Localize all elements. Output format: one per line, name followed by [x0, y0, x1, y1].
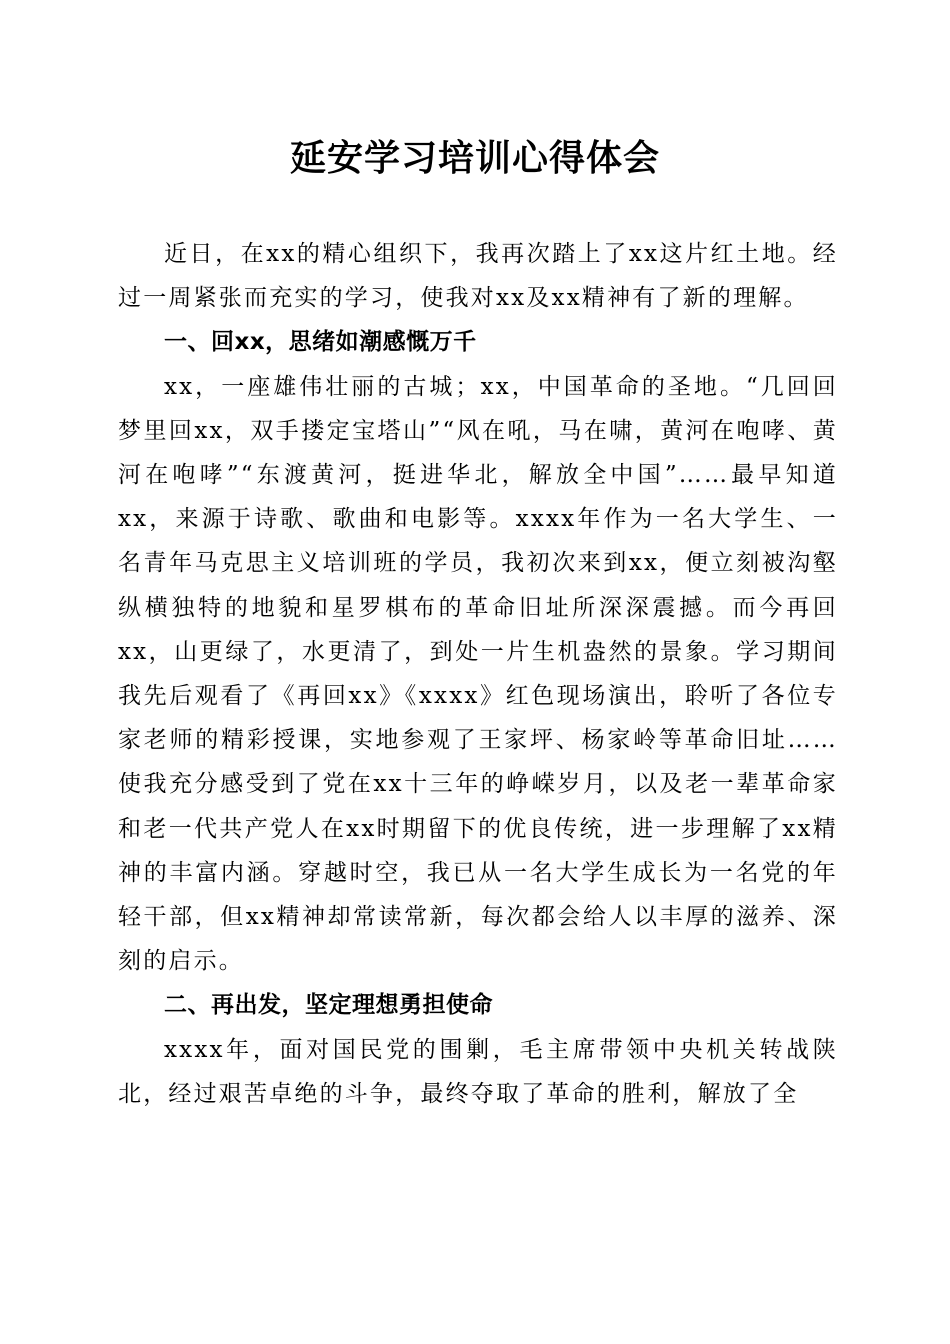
document-body — [118, 232, 838, 1116]
intro-paragraph: 近日，在xx的精心组织下，我再次踏上了xx这片红土地。经过一周紧张而充实的学习，使我对xx及xx精神有了新的理解。 — [118, 241, 838, 312]
section-2-heading: 二、再出发，坚定理想勇担使命 — [164, 992, 493, 1019]
document-title: 延安学习培训心得体会 — [289, 137, 660, 179]
section-2-paragraph: xxxx年，面对国民党的围剿，毛主席带领中央机关转战陕北，经过艰苦卓绝的斗争，最终夺取了革命的胜利，解放了全 — [118, 1036, 838, 1107]
section-1-heading: 一、回xx，思绪如潮感慨万千 — [164, 329, 477, 356]
section-1-paragraph: xx，一座雄伟壮丽的古城；xx，中国革命的圣地。“几回回梦里回xx，双手搂定宝塔山”“风在吼，马在啸，黄河在咆哮、黄河在咆哮”“东渡黄河，挺进华北，解放全中国”……最早知道xx，来源于诗歌、歌曲和电影等。xxxx年作为一名大学生、一名青年马克思主义培训班的学员，我初次来到xx，便立刻被沟壑纵横独特的地貌和星罗棋布的革命旧址所深深震撼。而今再回xx，山更绿了，水更清了，到处一片生机盎然的景象。学习期间我先后观看了《再回xx》《xxxx》红色现场演出，聆听了各位专家老师的精彩授课，实地参观了王家坪、杨家岭等革命旧址……使我充分感受到了党在xx十三年的峥嵘岁月，以及老一辈革命家和老一代共产党人在xx时期留下的优良传统，进一步理解了xx精神的丰富内涵。穿越时空，我已从一名大学生成长为一名党的年轻干部，但xx精神却常读常新，每次都会给人以丰厚的滋养、深刻的启示。 — [118, 373, 838, 975]
